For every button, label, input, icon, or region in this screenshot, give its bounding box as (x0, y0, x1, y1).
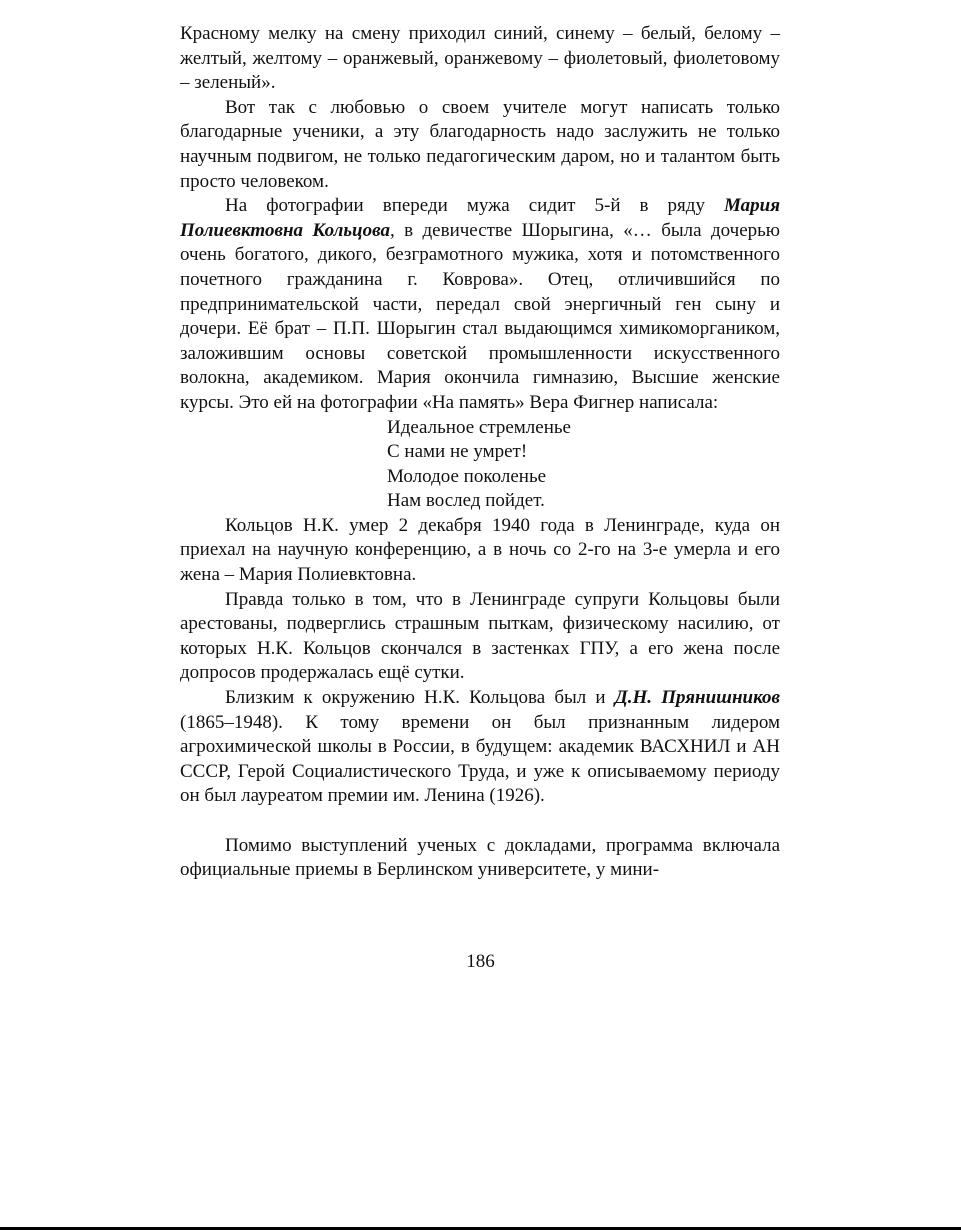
page-number: 186 (466, 951, 495, 972)
poem-line: С нами не умрет! (387, 441, 528, 463)
person-name: Д.Н. Прянишников (614, 687, 780, 709)
paragraph-text: Близким к окружению Н.К. Кольцова был и (225, 687, 615, 709)
poem-line: Нам вослед пойдет. (387, 490, 545, 512)
paragraph: Правда только в том, что в Ленинграде супруги Кольцовы были арестованы, подверглись страшным пыткам, физическому насилию, от которых Н.К. Кольцов скончался в застенках ГПУ, а его жена после допросов продержалась ещё сутки. (180, 588, 780, 684)
poem (387, 416, 780, 514)
paragraph-text: , в девичестве Шорыгина, «… была дочерью очень богатого, дикого, безграмотного мужика, хотя и потомственного почетного гражданина г. Коврова». Отец, отличившийся по предпринимательской части, передал свой энергичный ген сыну и дочери. Её брат – П.П. Шорыгин стал выдающимся химикоморгаником, заложившим основы советской промышленности искусственного волокна, академиком. Мария окончила гимназию, Высшие женские курсы. Это ей на фотографии «На память» Вера Фигнер написала: (180, 219, 780, 413)
paragraph: Вот так с любовью о своем учителе могут написать только благодарные ученики, а эту благодарность надо заслужить не только научным подвигом, не только педагогическим даром, но и талантом быть просто человеком. (180, 96, 780, 192)
poem-line: Молодое поколенье (387, 465, 547, 487)
paragraph: Красному мелку на смену приходил синий, синему – белый, белому – желтый, желтому – оранжевый, оранжевому – фиолетовый, фиолетовому – зеленый». (180, 23, 780, 94)
paragraph (180, 194, 780, 415)
paragraph (180, 686, 780, 809)
paragraph-text: На фотографии впереди мужа сидит 5-й в ряду (225, 195, 725, 217)
paragraph-text: (1865–1948). К тому времени он был признанным лидером агрохимической школы в России, в будущем: академик ВАСХНИЛ и АН СССР, Герой Социалистического Труда, и уже к описываемому периоду он был лауреатом премии им. Ленина (1926). (180, 711, 780, 807)
paragraph: Помимо выступлений ученых с докладами, программа включала официальные приемы в Берлинском университете, у мини- (180, 834, 780, 881)
poem-line: Идеальное стремленье (387, 416, 571, 438)
page-text (180, 22, 780, 883)
person-name: Мария Полиевктовна Кольцова (180, 195, 780, 241)
paragraph: Кольцов Н.К. умер 2 декабря 1940 года в Ленинграде, куда он приехал на научную конференцию, а в ночь со 2-го на 3-е умерла и его жена – Мария Полиевктовна. (180, 514, 780, 586)
